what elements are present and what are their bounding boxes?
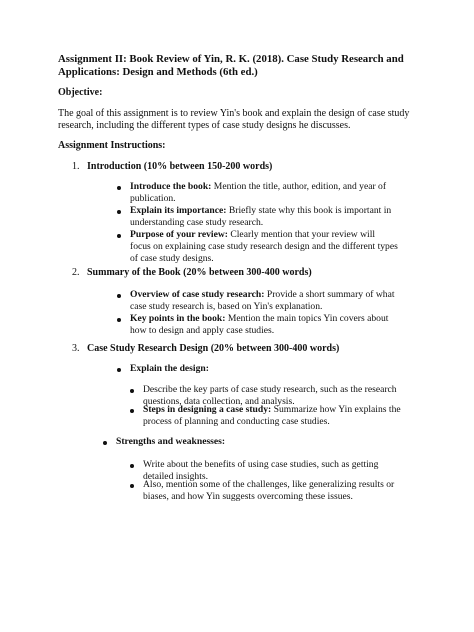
- list-item-text: Provide a short summary of what case study research is, based on Yin's explanation.: [130, 289, 395, 312]
- list-item-label: Overview of case study research:: [130, 289, 265, 300]
- list-item: [130, 229, 398, 264]
- list-item: [116, 436, 384, 448]
- list-item-text: Clearly mention that your review will focus on explaining case study research design and the different types of case study designs.: [130, 229, 398, 264]
- list-item-label: Introduce the book:: [130, 181, 212, 192]
- document-title: Assignment II: Book Review of Yin, R. K. (2018). Case Study Research and Applications: Design and Methods (6th ed.): [58, 53, 404, 78]
- instructions-heading: Assignment Instructions:: [58, 140, 166, 151]
- bullet-icon: [130, 389, 134, 393]
- list-item-text: Mention the main topics Yin covers about how to design and apply case studies.: [130, 313, 389, 336]
- list-item: [130, 181, 398, 205]
- bullet-icon: [103, 441, 107, 445]
- objective-text: The goal of this assignment is to review Yin's book and explain the design of case study research, including the different types of case study designs he discusses.: [58, 108, 410, 132]
- list-item: [130, 205, 398, 229]
- list-item-label: Strengths and weaknesses:: [116, 436, 226, 447]
- list-item-text: Summarize how Yin explains the process of planning and conducting case studies.: [143, 404, 401, 427]
- section-number: 3.: [72, 343, 80, 354]
- bullet-icon: [117, 294, 121, 298]
- list-item-label: Key points in the book:: [130, 313, 226, 324]
- section-heading: Summary of the Book (20% between 300-400 words): [87, 267, 312, 278]
- bullet-icon: [117, 318, 121, 322]
- bullet-icon: [117, 186, 121, 190]
- section-number: 2.: [72, 267, 80, 278]
- bullet-icon: [117, 368, 121, 372]
- bullet-icon: [117, 210, 121, 214]
- list-item: [130, 313, 398, 337]
- list-item-text: Also, mention some of the challenges, like generalizing results or biases, and how Yin suggests overcoming these issues.: [143, 479, 395, 502]
- list-item-label: Explain its importance:: [130, 205, 227, 216]
- list-item-label: Explain the design:: [130, 363, 209, 374]
- section-heading: Introduction (10% between 150-200 words): [87, 161, 273, 172]
- list-item: [143, 404, 411, 428]
- bullet-icon: [130, 409, 134, 413]
- list-item-text: Describe the key parts of case study research, such as the research questions, data collection, and analysis.: [143, 384, 397, 407]
- bullet-icon: [117, 234, 121, 238]
- list-item-text: Briefly state why this book is important in understanding case study research.: [130, 205, 392, 228]
- list-item: [130, 363, 398, 375]
- list-item-text: Write about the benefits of using case studies, such as getting detailed insights.: [143, 459, 379, 482]
- section-number: 1.: [72, 161, 80, 172]
- bullet-icon: [130, 464, 134, 468]
- list-item: [143, 479, 411, 503]
- list-item-label: Purpose of your review:: [130, 229, 228, 240]
- list-item-label: Steps in designing a case study:: [143, 404, 272, 415]
- objective-heading: Objective:: [58, 87, 103, 98]
- list-item-text: Mention the title, author, edition, and year of publication.: [130, 181, 387, 204]
- list-item: [130, 289, 398, 313]
- bullet-icon: [130, 484, 134, 488]
- section-heading: Case Study Research Design (20% between 300-400 words): [87, 343, 340, 354]
